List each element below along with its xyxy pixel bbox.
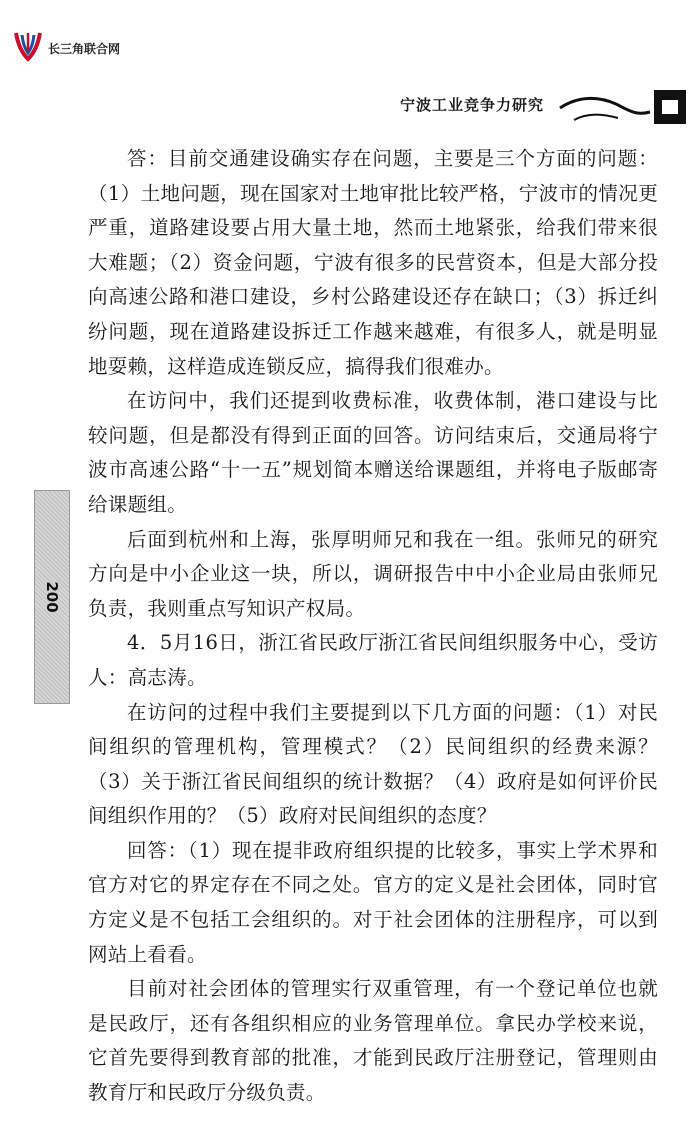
running-header [400,88,690,138]
body-text [88,142,658,1111]
page-number: 200 [43,581,61,613]
logo-text: 长三角联合网 [48,41,121,56]
paragraph: 4．5月16日，浙江省民政厅浙江省民间组织服务中心，受访人：高志涛。 [88,631,658,689]
paragraph: 回答：（1）现在提非政府组织提的比较多，事实上学术界和官方对它的界定存在不同之处。官方的定义是社会团体，同时官方定义是不包括工会组织的。对于社会团体的注册程序，可以到网站上看看。 [88,838,658,966]
paragraph: 目前对社会团体的管理实行双重管理，有一个登记单位也就是民政厅，还有各组织相应的业务管理单位。拿民办学校来说，它首先要得到教育部的批准，才能到民政厅注册登记，管理则由教育厅和民政厅分级负责。 [88,977,658,1105]
paragraph: 在访问的过程中我们主要提到以下几方面的问题：（1）对民间组织的管理机构，管理模式？（2）民间组织的经费来源？（3）关于浙江省民间组织的统计数据？（4）政府是如何评价民间组织作用的？（5）政府对民间组织的态度？ [88,700,658,828]
book-title: 宁波工业竞争力研究 [400,96,545,114]
logo-emblem-icon [12,29,44,63]
paragraph: 在访问中，我们还提到收费标准，收费体制，港口建设与比较问题，但是都没有得到正面的回答。访问结束后，交通局将宁波市高速公路“十一五”规划简本赠送给课题组，并将电子版邮寄给课题组。 [88,389,658,516]
swirl-square-ornament-icon [558,88,688,134]
paragraph: 答：目前交通建设确实存在问题，主要是三个方面的问题：（1）土地问题，现在国家对土地审批比较严格，宁波市的情况更严重，道路建设要占用大量土地，然而土地紧张，给我们带来很大难题；（2）资金问题，宁波有很多的民营资本，但是大部分投向高速公路和港口建设，乡村公路建设还存在缺口；（3）拆迁纠纷问题，现在道路建设拆迁工作越来越难，有很多人，就是明显地耍赖，这样造成连锁反应，搞得我们很难办。 [88,147,658,378]
paragraph: 后面到杭州和上海，张厚明师兄和我在一组。张师兄的研究方向是中小企业这一块，所以，调研报告中中小企业局由张师兄负责，我则重点写知识产权局。 [88,527,658,620]
page-number-tab [34,490,70,704]
site-logo[interactable] [12,26,120,66]
